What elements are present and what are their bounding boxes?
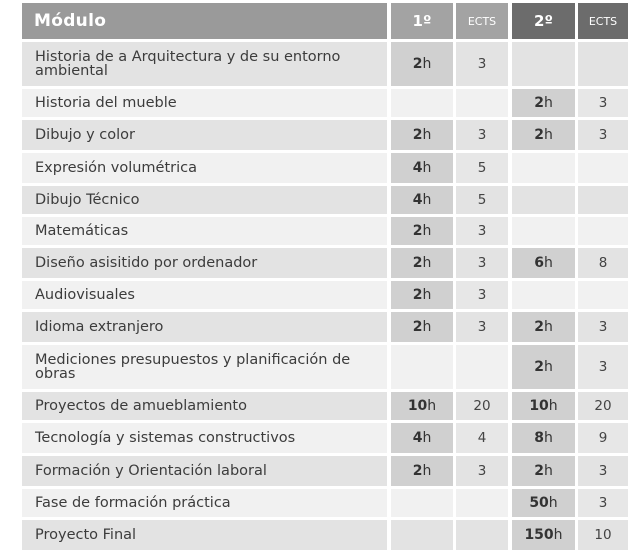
module-name: Dibujo y color [22, 120, 387, 150]
year2-hours-cell [512, 186, 575, 214]
year1-hours-cell [391, 456, 453, 486]
header-module: Módulo [22, 3, 387, 39]
hours-value: 2 [412, 463, 423, 479]
module-name: Historia del mueble [22, 89, 387, 117]
year1-ects-cell [456, 520, 508, 550]
year2-ects-cell [578, 217, 628, 245]
hours-unit: h [543, 359, 553, 375]
table-row [0, 217, 628, 245]
hours-value: 8 [534, 430, 544, 446]
module-name: Audiovisuales [22, 281, 387, 309]
year2-hours-cell [512, 345, 575, 389]
year1-ects-cell: 3 [456, 42, 508, 86]
hours-value: 4 [412, 430, 423, 446]
year2-ects-cell: 3 [578, 345, 628, 389]
year2-hours-cell [512, 120, 575, 150]
hours-unit: h [422, 192, 432, 208]
year2-hours-cell [512, 520, 575, 550]
hours-unit: h [543, 95, 553, 111]
hours-value: 2 [534, 463, 544, 479]
year1-hours-cell [391, 248, 453, 278]
table-row [0, 520, 628, 550]
hours-value: 2 [534, 319, 544, 335]
hours-unit: h [422, 160, 432, 176]
hours-unit: h [553, 527, 563, 543]
module-name: Expresión volumétrica [22, 153, 387, 183]
module-name: Fase de formación práctica [22, 489, 387, 517]
year2-ects-cell: 3 [578, 456, 628, 486]
table-header [0, 3, 628, 39]
table-row [0, 153, 628, 183]
hours-unit: h [422, 56, 432, 72]
header-ects-2: ECTS [578, 3, 628, 39]
year1-hours-cell [391, 392, 453, 420]
year2-hours-cell [512, 423, 575, 453]
year1-ects-cell [456, 89, 508, 117]
year1-hours-cell [391, 42, 453, 86]
year1-hours-cell [391, 217, 453, 245]
year2-ects-cell [578, 153, 628, 183]
module-name: Diseño asisitido por ordenador [22, 248, 387, 278]
hours-unit: h [543, 255, 553, 271]
year1-ects-cell: 3 [456, 120, 508, 150]
year1-ects-cell: 3 [456, 217, 508, 245]
year1-ects-cell: 4 [456, 423, 508, 453]
table-row [0, 392, 628, 420]
year2-hours-cell [512, 281, 575, 309]
module-name: Dibujo Técnico [22, 186, 387, 214]
table-row [0, 120, 628, 150]
header-year-1: 1º [391, 3, 453, 39]
hours-unit: h [427, 398, 437, 414]
year1-ects-cell: 3 [456, 456, 508, 486]
year1-ects-cell: 3 [456, 281, 508, 309]
table-row [0, 248, 628, 278]
hours-value: 2 [412, 56, 423, 72]
hours-unit: h [548, 398, 558, 414]
module-name: Tecnología y sistemas constructivos [22, 423, 387, 453]
hours-value: 2 [534, 359, 544, 375]
module-name: Proyecto Final [22, 520, 387, 550]
module-name: Formación y Orientación laboral [22, 456, 387, 486]
module-name: Idioma extranjero [22, 312, 387, 342]
header-ects-1: ECTS [456, 3, 508, 39]
module-name: Proyectos de amueblamiento [22, 392, 387, 420]
year1-hours-cell [391, 153, 453, 183]
year2-ects-cell: 3 [578, 312, 628, 342]
table-row [0, 281, 628, 309]
year2-ects-cell: 3 [578, 489, 628, 517]
year2-ects-cell: 9 [578, 423, 628, 453]
year2-hours-cell [512, 89, 575, 117]
year2-hours-cell [512, 248, 575, 278]
table-row [0, 489, 628, 517]
hours-value: 2 [534, 127, 544, 143]
year2-ects-cell [578, 186, 628, 214]
hours-value: 10 [529, 398, 549, 414]
module-name: Mediciones presupuestos y planificación de obras [22, 345, 387, 389]
table-row [0, 186, 628, 214]
year2-ects-cell: 20 [578, 392, 628, 420]
hours-unit: h [543, 127, 553, 143]
year1-ects-cell [456, 489, 508, 517]
table-row [0, 312, 628, 342]
year2-hours-cell [512, 217, 575, 245]
year2-hours-cell [512, 392, 575, 420]
table-row [0, 89, 628, 117]
hours-unit: h [543, 463, 553, 479]
year2-hours-cell [512, 42, 575, 86]
hours-unit: h [422, 255, 432, 271]
hours-unit: h [422, 319, 432, 335]
year1-hours-cell [391, 423, 453, 453]
year2-hours-cell [512, 456, 575, 486]
year1-hours-cell [391, 489, 453, 517]
year2-ects-cell [578, 281, 628, 309]
year1-ects-cell: 3 [456, 248, 508, 278]
hours-value: 2 [412, 319, 423, 335]
hours-value: 4 [412, 160, 423, 176]
hours-unit: h [422, 287, 432, 303]
hours-value: 150 [524, 527, 554, 543]
table-row [0, 345, 628, 389]
year1-hours-cell [391, 120, 453, 150]
hours-value: 50 [529, 495, 549, 511]
year1-ects-cell: 3 [456, 312, 508, 342]
hours-value: 2 [534, 95, 544, 111]
year1-ects-cell [456, 345, 508, 389]
hours-unit: h [422, 430, 432, 446]
year2-ects-cell [578, 42, 628, 86]
hours-unit: h [543, 430, 553, 446]
year2-hours-cell [512, 489, 575, 517]
year2-hours-cell [512, 312, 575, 342]
year2-ects-cell: 10 [578, 520, 628, 550]
year1-hours-cell [391, 312, 453, 342]
hours-value: 6 [534, 255, 544, 271]
hours-unit: h [543, 319, 553, 335]
module-name: Matemáticas [22, 217, 387, 245]
year1-hours-cell [391, 281, 453, 309]
year2-ects-cell: 3 [578, 120, 628, 150]
table-row [0, 423, 628, 453]
year1-hours-cell [391, 345, 453, 389]
table-row [0, 456, 628, 486]
header-year-2: 2º [512, 3, 575, 39]
year1-ects-cell: 20 [456, 392, 508, 420]
year1-ects-cell: 5 [456, 186, 508, 214]
hours-unit: h [422, 127, 432, 143]
year1-hours-cell [391, 520, 453, 550]
hours-value: 10 [407, 398, 428, 414]
hours-unit: h [422, 223, 432, 239]
year2-hours-cell [512, 153, 575, 183]
hours-value: 4 [412, 192, 423, 208]
year2-ects-cell: 3 [578, 89, 628, 117]
hours-value: 2 [412, 223, 423, 239]
hours-value: 2 [412, 255, 423, 271]
year1-hours-cell [391, 186, 453, 214]
year1-hours-cell [391, 89, 453, 117]
table-row [0, 42, 628, 86]
year2-ects-cell: 8 [578, 248, 628, 278]
hours-unit: h [548, 495, 558, 511]
year1-ects-cell: 5 [456, 153, 508, 183]
hours-unit: h [422, 463, 432, 479]
hours-value: 2 [412, 287, 423, 303]
module-name: Historia de a Arquitectura y de su entorno ambiental [22, 42, 387, 86]
hours-value: 2 [412, 127, 423, 143]
